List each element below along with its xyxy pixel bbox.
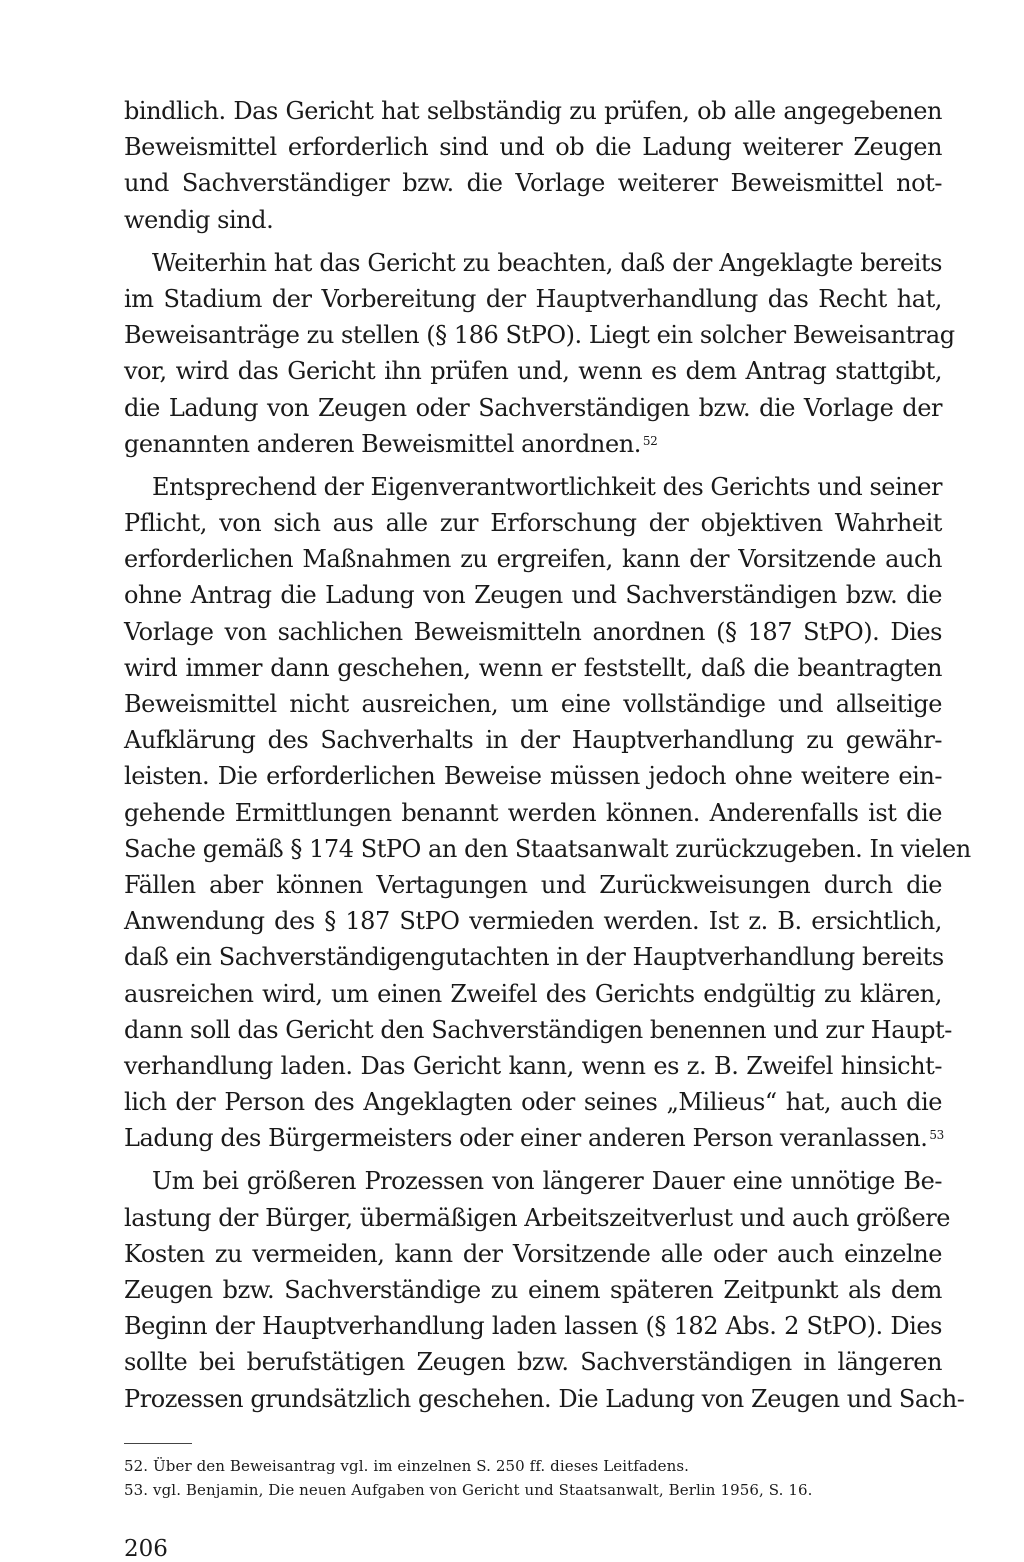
text-line: erforderlichen Maßnahmen zu ergreifen, kann der Vorsitzende auch bbox=[124, 545, 942, 574]
text-line: Kosten zu vermeiden, kann der Vorsitzende alle oder auch einzelne bbox=[124, 1239, 942, 1268]
text-line: Fällen aber können Vertagungen und Zurückweisungen durch die bbox=[124, 870, 942, 899]
footnotes bbox=[124, 1454, 942, 1502]
document-page bbox=[124, 93, 971, 1562]
text-line: Entsprechend der Eigenverantwortlichkeit des Gerichts und seiner bbox=[152, 472, 943, 501]
text-line: Aufklärung des Sachverhalts in der Hauptverhandlung zu gewähr- bbox=[124, 726, 942, 755]
text-line: Beweismittel erforderlich sind und ob die Ladung weiterer Zeugen bbox=[124, 133, 942, 162]
text-line: sollte bei berufstätigen Zeugen bzw. Sachverständigen in längeren bbox=[124, 1348, 942, 1377]
page-number: 206 bbox=[124, 1535, 168, 1562]
text-line: Weiterhin hat das Gericht zu beachten, daß der Angeklagte bereits bbox=[152, 248, 942, 277]
paragraph-2 bbox=[124, 245, 955, 462]
footnote-52: 52. Über den Beweisantrag vgl. im einzelnen S. 250 ff. dieses Leitfadens. bbox=[124, 1456, 690, 1475]
text-line: vor, wird das Gericht ihn prüfen und, wenn es dem Antrag stattgibt, bbox=[124, 357, 942, 386]
text-line: Beweismittel nicht ausreichen, um eine vollständige und allseitige bbox=[124, 690, 942, 718]
text-line: Beginn der Hauptverhandlung laden lassen (§ 182 Abs. 2 StPO). Dies bbox=[124, 1312, 942, 1341]
text-line: verhandlung laden. Das Gericht kann, wenn es z. B. Zweifel hinsicht- bbox=[124, 1051, 942, 1080]
text-line: lich der Person des Angeklagten oder seines „Milieus“ hat, auch die bbox=[124, 1088, 942, 1117]
text-line-content: Ladung des Bürgermeisters oder einer anderen Person veranlassen. bbox=[124, 1124, 928, 1153]
paragraph-1 bbox=[124, 93, 942, 238]
paragraph-3 bbox=[124, 469, 971, 1157]
text-line: dann soll das Gericht den Sachverständigen benennen und zur Haupt- bbox=[124, 1015, 952, 1044]
footnote-53: 53. vgl. Benjamin, Die neuen Aufgaben von Gericht und Staatsanwalt, Berlin 1956, S. 16. bbox=[124, 1480, 813, 1499]
text-line: Pflicht, von sich aus alle zur Erforschung der objektiven Wahrheit bbox=[124, 509, 942, 538]
text-line: Prozessen grundsätzlich geschehen. Die Ladung von Zeugen und Sach- bbox=[124, 1384, 965, 1413]
text-line: Vorlage von sachlichen Beweismitteln anordnen (§ 187 StPO). Dies bbox=[124, 617, 942, 646]
text-line: Anwendung des § 187 StPO vermieden werden. Ist z. B. ersichtlich, bbox=[124, 907, 942, 936]
text-line: bindlich. Das Gericht hat selbständig zu prüfen, ob alle angegebenen bbox=[124, 97, 942, 125]
text-line: die Ladung von Zeugen oder Sachverständigen bzw. die Vorlage der bbox=[124, 393, 942, 422]
text-line: daß ein Sachverständigengutachten in der Hauptverhandlung bereits bbox=[124, 943, 944, 972]
paragraph-gap bbox=[124, 238, 942, 245]
text-line: ohne Antrag die Ladung von Zeugen und Sachverständigen bzw. die bbox=[124, 581, 942, 610]
paragraph-4 bbox=[124, 1163, 965, 1416]
text-line: lastung der Bürger, übermäßigen Arbeitszeitverlust und auch größere bbox=[124, 1203, 951, 1232]
text-line-content: genannten anderen Beweismittel anordnen. bbox=[124, 429, 641, 458]
text-line: gehende Ermittlungen benannt werden können. Anderenfalls ist die bbox=[124, 798, 942, 827]
footnote-ref-52[interactable]: 52 bbox=[642, 433, 658, 448]
text-line: Um bei größeren Prozessen von längerer Dauer eine unnötige Be- bbox=[152, 1167, 942, 1196]
text-line: Sache gemäß § 174 StPO an den Staatsanwalt zurückzugeben. In vielen bbox=[124, 834, 971, 863]
footnote-divider bbox=[124, 1443, 192, 1444]
text-line: wird immer dann geschehen, wenn er feststellt, daß die beantragten bbox=[124, 653, 942, 682]
text-line bbox=[124, 426, 942, 462]
text-line bbox=[124, 1120, 942, 1156]
text-line: wendig sind. bbox=[124, 205, 274, 234]
paragraph-gap bbox=[124, 462, 942, 469]
text-line: leisten. Die erforderlichen Beweise müssen jedoch ohne weitere ein- bbox=[124, 762, 942, 791]
text-line: Beweisanträge zu stellen (§ 186 StPO). Liegt ein solcher Beweisantrag bbox=[124, 321, 955, 350]
text-line: und Sachverständiger bzw. die Vorlage weiterer Beweismittel not- bbox=[124, 169, 942, 198]
text-line: Zeugen bzw. Sachverständige zu einem späteren Zeitpunkt als dem bbox=[124, 1276, 942, 1304]
footnote-ref-53[interactable]: 53 bbox=[929, 1128, 944, 1143]
text-line: im Stadium der Vorbereitung der Hauptverhandlung das Recht hat, bbox=[124, 284, 942, 313]
text-line: ausreichen wird, um einen Zweifel des Gerichts endgültig zu klären, bbox=[124, 979, 942, 1008]
paragraph-gap bbox=[124, 1156, 942, 1163]
